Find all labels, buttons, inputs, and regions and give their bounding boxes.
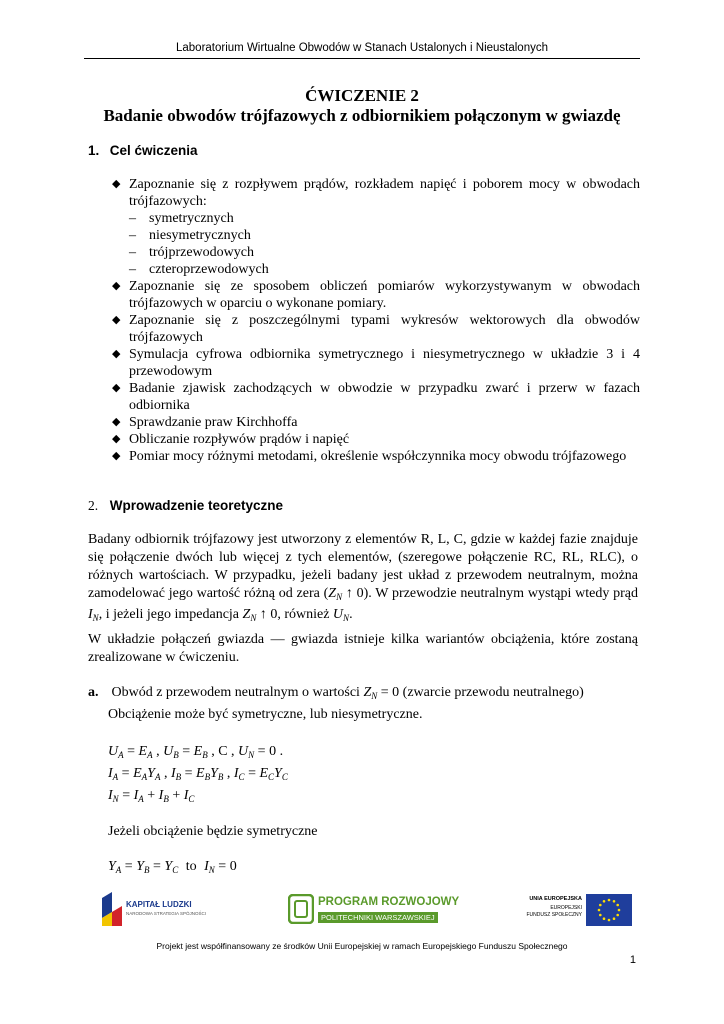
- diamond-bullet-icon: ◆: [112, 416, 121, 428]
- equation-currents: $I_A = E_AY_A$ , $I_B = E_BY_B$ , $I_C = E_CY_C$: [108, 766, 288, 782]
- un-symbol: $U_N$: [332, 607, 350, 623]
- case-a: a. Obwód z przewodem neutralnym o wartości $Z_N = 0$ (zwarcie przewodu neutralnego): [88, 685, 584, 701]
- header-rule: [84, 58, 640, 59]
- list-item: ◆ Zapoznanie się ze sposobem obliczeń pomiarów wykorzystywanym w obwodach trójfazowych w oparciu o wykonane pomiary.: [112, 279, 640, 311]
- exercise-title: ĆWICZENIE 2: [305, 86, 419, 105]
- list-item: ◆ Zapoznanie się z rozpływem prądów, rozkładem napięć i poborem mocy w obwodach trójfazowych: – symetrycznych – niesymetrycznych – trójprzewodowych – czteroprzewodowych: [112, 177, 640, 277]
- equation-voltages: $U_A = E_A$ , $U_B = E_B$ , C , $U_N = 0$ .: [108, 744, 284, 760]
- diamond-bullet-icon: ◆: [112, 348, 121, 360]
- zn-symbol: $Z_N$ ↑ 0: [328, 586, 364, 602]
- diamond-bullet-icon: ◆: [112, 382, 121, 394]
- program-rozwojowy-logo: PROGRAM ROZWOJOWY POLITECHNIKI WARSZAWSKIEJ: [288, 892, 438, 928]
- symmetric-condition-text: Jeżeli obciążenie będzie symetryczne: [108, 824, 318, 839]
- list-item: ◆ Zapoznanie się z poszczególnymi typami wykresów wektorowych dla obwodów trójfazowych: [112, 313, 640, 345]
- list-item: ◆ Pomiar mocy różnymi metodami, określenie współczynnika mocy obwodu trójfazowego: [112, 449, 627, 464]
- sub-item: – trójprzewodowych: [129, 245, 254, 260]
- zn-equals-zero: $Z_N = 0$: [363, 685, 400, 701]
- page-number: 1: [629, 954, 636, 966]
- in-symbol: $I_N$: [88, 607, 99, 623]
- list-item: ◆ Symulacja cyfrowa odbiornika symetrycznego i niesymetrycznego w układzie 3 i 4 przewodowym: [112, 347, 640, 379]
- funding-note: Projekt jest współfinansowany ze środków Unii Europejskiej w ramach Europejskiego Funduszu Społecznego: [156, 941, 568, 951]
- list-item: ◆ Obliczanie rozpływów prądów i napięć: [112, 432, 350, 447]
- dash-icon: –: [129, 245, 136, 260]
- case-label: a.: [88, 685, 99, 700]
- section-title: Wprowadzenie teoretyczne: [109, 498, 284, 513]
- section-number: 1.: [88, 143, 100, 158]
- sub-item: – czteroprzewodowych: [129, 262, 269, 277]
- diamond-bullet-icon: ◆: [112, 433, 121, 445]
- section-number: 2.: [88, 498, 99, 513]
- diamond-bullet-icon: ◆: [112, 178, 121, 190]
- dash-icon: –: [129, 211, 136, 226]
- diamond-bullet-icon: ◆: [112, 314, 121, 326]
- variants-paragraph: W układzie połączeń gwiazda — gwiazda istnieje kilka wariantów obciążenia, które zostaną zrealizowane w ćwiczeniu.: [88, 632, 638, 665]
- diamond-bullet-icon: ◆: [112, 280, 121, 292]
- list-item: ◆ Sprawdzanie praw Kirchhoffa: [112, 415, 298, 430]
- diamond-bullet-icon: ◆: [112, 450, 121, 462]
- sub-item: – niesymetrycznych: [129, 228, 251, 243]
- section-1-heading: [88, 143, 198, 158]
- equation-symmetric: $Y_A = Y_B = Y_C$ to $I_N = 0$: [108, 859, 237, 875]
- dash-icon: –: [129, 262, 136, 277]
- eu-efs-logo: UNIA EUROPEJSKA EUROPEJSKI FUNDUSZ SPOŁECZNY: [516, 892, 634, 928]
- section-2-heading: [88, 498, 283, 514]
- kapital-ludzki-logo: KAPITAŁ LUDZKI NARODOWA STRATEGIA SPÓJNOŚCI: [100, 892, 210, 928]
- goals-list: [112, 176, 640, 465]
- section-title: Cel ćwiczenia: [109, 143, 198, 158]
- kapital-ludzki-icon: [100, 892, 122, 926]
- zn-symbol: $Z_N$ ↑ 0: [242, 607, 278, 623]
- exercise-subtitle: Badanie obwodów trójfazowych z odbiornikiem połączonym w gwiazdę: [103, 106, 621, 125]
- dash-icon: –: [129, 228, 136, 243]
- program-rozwojowy-icon: [288, 894, 314, 924]
- equation-neutral-current: $I_N = I_A + I_B + I_C$: [108, 788, 195, 804]
- list-item: ◆ Badanie zjawisk zachodzących w obwodzie w przypadku zwarć i przerw w fazach odbiornika: [112, 381, 640, 413]
- footer-logos: [0, 892, 724, 932]
- sub-item: – symetrycznych: [129, 211, 234, 226]
- case-a-load: Obciążenie może być symetryczne, lub niesymetryczne.: [108, 707, 423, 722]
- intro-paragraph: Badany odbiornik trójfazowy jest utworzony z elementów R, L, C, gdzie w każdej fazie znajduje się połączenie dwóch lub więcej z tych elementów, (szeregowe połączenie RC, RL, RLC), o różnych wartościach. W przypadku, jeżeli badany jest układ z przewodem neutralnym, można zamodelować jego wartość różną od zera ($Z_N$ ↑ 0). W przewodzie neutralnym wystąpi wtedy prąd $I_N$, i jeżeli jego impedancja $Z_N$ ↑ 0, również $U_N$.: [88, 532, 639, 623]
- running-header: Laboratorium Wirtualne Obwodów w Stanach Ustalonych i Nieustalonych: [175, 42, 548, 54]
- eu-flag-icon: [586, 894, 632, 926]
